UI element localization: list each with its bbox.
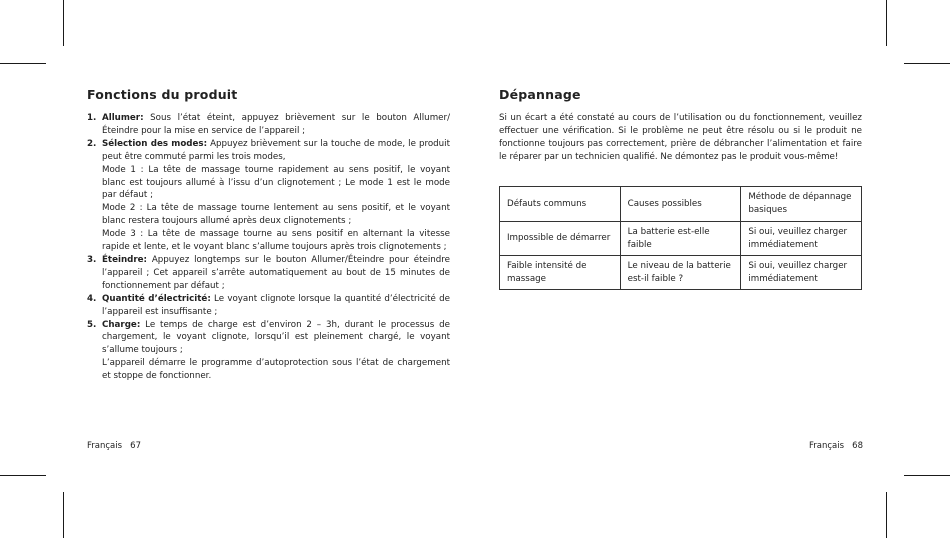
item-number: 1.	[87, 113, 97, 123]
crop-mark	[904, 475, 950, 476]
item-text: Appuyez brièvement sur la touche de mode, le produit peut être commuté parmi les trois modes,	[102, 138, 450, 162]
crop-mark	[886, 492, 887, 538]
item-note: L’appareil démarre le programme d’autoprotection sous l’état de chargement et stoppe de fonctionner.	[102, 358, 450, 382]
footer-language: Français	[87, 441, 123, 451]
mode-description: Mode 3 : La tête de massage tourne au sens positif en alternant la vitesse rapide et lente, et le voyant blanc s’allume toujours après trois clignotements ;	[102, 229, 450, 253]
crop-mark	[63, 492, 64, 538]
table-cell: Si oui, veuillez charger immédiatement	[741, 256, 862, 290]
list-item	[87, 112, 450, 138]
item-text: Le voyant clignote lorsque la quantité d’électricité de l’appareil est insuffisante ;	[102, 293, 450, 317]
list-item	[87, 138, 450, 254]
table-cell: Faible intensité de massage	[500, 256, 621, 290]
feature-list	[87, 112, 450, 383]
mode-description: Mode 1 : La tête de massage tourne rapidement au sens positif, le voyant blanc est toujours allumé à l’issu d’un clignotement ; Le mode 1 est le mode par défaut ;	[102, 164, 450, 201]
crop-mark	[886, 0, 887, 46]
item-label: Charge:	[102, 319, 141, 330]
header-cell: Méthode de dépannage basiques	[741, 187, 862, 222]
table-cell: Si oui, veuillez charger immédiatement	[741, 222, 862, 256]
crop-mark	[0, 475, 46, 476]
mode-description: Mode 2 : La tête de massage tourne lentement au sens positif, et le voyant blanc restera toujours allumé après deux clignotements ;	[102, 203, 450, 227]
page-number: 67	[130, 441, 141, 451]
item-text: Appuyez longtemps sur le bouton Allumer/Éteindre pour éteindre l’appareil ; Cet appareil s’arrête automatiquement au bout de 15 minutes de fonctionnement par défaut ;	[102, 254, 450, 291]
table-cell: Le niveau de la batterie est-il faible ?	[620, 256, 741, 290]
footer-language: Français	[809, 441, 845, 451]
item-label: Allumer:	[102, 113, 144, 123]
table-header-row	[500, 187, 862, 222]
item-number: 5.	[87, 319, 97, 330]
item-label: Sélection des modes:	[102, 138, 208, 149]
table-cell: La batterie est-elle faible	[620, 222, 741, 256]
intro-paragraph: Si un écart a été constaté au cours de l’utilisation ou du fonctionnement, veuillez effectuer une vérification. Si le problème ne peut être résolu ou si le produit ne fonctionne toujours pas correctement, prière de débrancher l’alimentation et faire le réparer par un technicien qualifié. Ne démontez pas le produit vous-même!	[499, 113, 862, 162]
page-number: 68	[852, 441, 863, 451]
list-item	[87, 293, 450, 319]
crop-mark	[0, 63, 46, 64]
list-item	[87, 254, 450, 293]
page-title: Dépannage	[499, 87, 581, 102]
item-label: Éteindre:	[102, 254, 148, 265]
troubleshooting-table	[499, 186, 862, 290]
item-number: 3.	[87, 254, 97, 265]
item-number: 4.	[87, 293, 97, 304]
item-label: Quantité d’électricité:	[102, 293, 211, 304]
table-row	[500, 222, 862, 256]
table-row	[500, 256, 862, 290]
page-title: Fonctions du produit	[87, 87, 238, 102]
item-text: Sous l’état éteint, appuyez brièvement sur le bouton Allumer/Éteindre pour la mise en service de l’appareil ;	[102, 113, 450, 136]
list-item	[87, 319, 450, 384]
header-cell: Défauts communs	[500, 187, 621, 222]
table-cell: Impossible de démarrer	[500, 222, 621, 256]
crop-mark	[63, 0, 64, 46]
page-footer-left	[87, 441, 141, 451]
crop-mark	[904, 63, 950, 64]
page-footer-right	[809, 441, 863, 451]
item-text: Le temps de charge est d’environ 2 – 3h, durant le processus de chargement, le voyant clignote, lorsqu’il est pleinement chargé, le voyant s’allume toujours ;	[102, 319, 451, 356]
item-number: 2.	[87, 138, 97, 149]
header-cell: Causes possibles	[620, 187, 741, 222]
